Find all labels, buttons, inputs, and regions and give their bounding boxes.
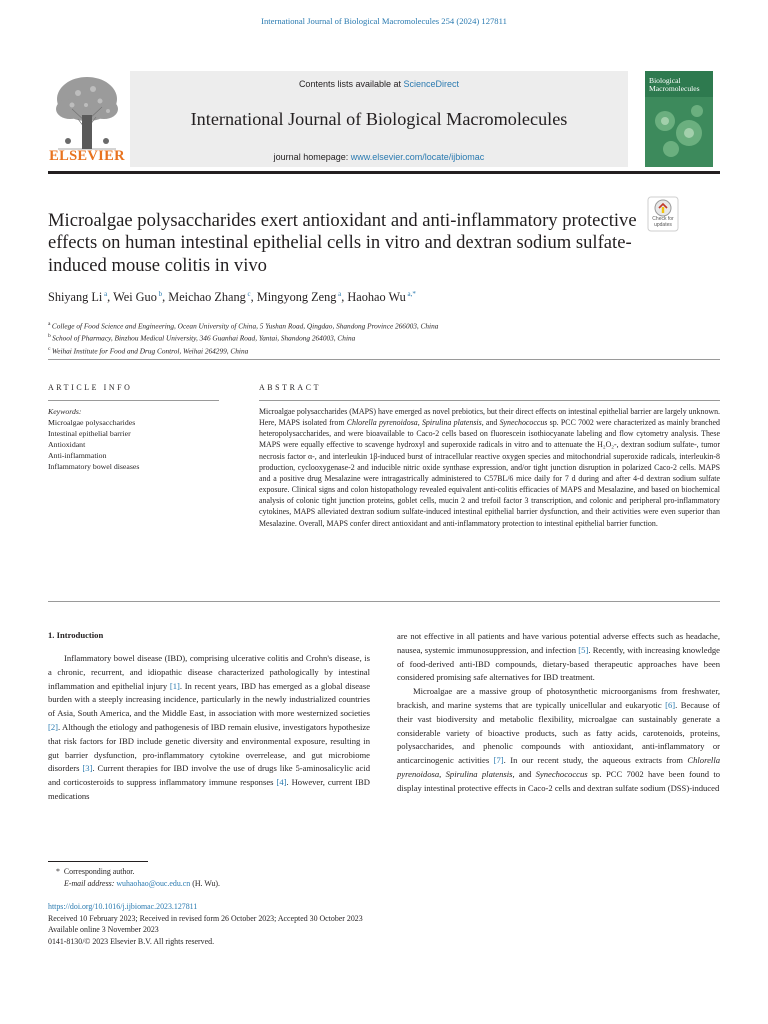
abstract-end-rule xyxy=(48,601,720,602)
corresponding-label: Corresponding author. xyxy=(63,867,135,876)
affiliation-text: Weihai Institute for Food and Drug Control, Weihai 264299, China xyxy=(51,346,249,356)
homepage-prefix: journal homepage: xyxy=(273,152,349,162)
journal-title: International Journal of Biological Macromolecules xyxy=(190,109,568,129)
affiliation-mark: a xyxy=(48,321,52,327)
keywords-list xyxy=(48,417,228,472)
elsevier-tree-icon xyxy=(48,71,126,151)
body-text: are not effective in all patients and have various potential adverse effects such as headache, nausea, systemic immunosuppression, and infection xyxy=(397,631,720,655)
author-name[interactable]: Haohao Wu xyxy=(347,290,406,305)
keywords-label: Keywords: xyxy=(48,407,82,416)
introduction-heading: 1. Introduction xyxy=(48,630,104,640)
abstract-part: Microalgae polysaccharides (MAPS) have emerged as novel prebiotics, but their direct effects on intestinal epithelial barrier are largely unknown. Here, MAPS isolated from xyxy=(259,407,721,428)
check-updates-label: Check for updates xyxy=(652,216,674,228)
article-title: Microalgae polysaccharides exert antioxidant and anti-inflammatory protective effects on human intestinal epithelial cells in vitro and dextran sodium sulfate-induced mouse colitis in vivo xyxy=(48,210,637,276)
author-name[interactable]: Shiyang Li xyxy=(48,290,103,305)
homepage-link[interactable]: www.elsevier.com/locate/ijbiomac xyxy=(350,152,485,162)
keyword-item: Intestinal epithelial barrier xyxy=(48,429,131,439)
body-text: . Current therapies for IBD involve the use of drugs like 5-aminosalicylic acid and corticosteroids to suppress inflammatory immune responses xyxy=(48,763,371,788)
reference-link[interactable]: [3] xyxy=(82,763,93,774)
body-text: . Recently, with increasing knowledge of food-derived anti-IBD compounds, dietary-based therapeutic approaches have been considered promising safe alternatives for IBD treatment. xyxy=(397,644,720,683)
affiliation-item xyxy=(48,344,688,356)
contents-prefix: Contents lists available at xyxy=(298,79,401,89)
author-name[interactable]: Mingyong Zeng xyxy=(256,290,337,305)
cover-title: Biological Macromolecules xyxy=(649,76,700,94)
affiliation-item xyxy=(48,331,688,343)
email-suffix: (H. Wu). xyxy=(192,879,220,888)
author-affiliation-mark[interactable]: a,* xyxy=(405,290,416,298)
reference-link[interactable]: [6] xyxy=(665,699,676,710)
author-name[interactable]: Wei Guo xyxy=(113,290,157,305)
check-for-updates-badge[interactable] xyxy=(647,196,679,232)
body-text: , xyxy=(439,768,446,779)
elsevier-wordmark: ELSEVIER xyxy=(49,148,125,164)
journal-cover-image[interactable] xyxy=(645,71,713,167)
intro-paragraph xyxy=(397,630,720,685)
reference-link[interactable]: [7] xyxy=(493,755,504,766)
species-name: Chlorella pyrenoidosa xyxy=(346,418,418,428)
abstract-part: sp. PCC 7002 were characterized as mainly branched heteropolysaccharides, and were bioavailable to Caco-2 cells based on fluorescein isothiocyanate labeling and flow cytometry analysis. These MAPS were equally effective to scavenge hydroxyl and superoxide radicals in vitro and to attenuate the H₂O₂-, dextran sodium sulfate-, tumor necrosis factor α-, and interleukin 1β-induced burst of intracellular reactive oxygen species and mitochondrial superoxide radicals, interleukin-8 production, cyclooxygenase-2 and inducible nitric oxide synthase expression, and/or tight junction disruption in polarized Caco-2 cells. MAPS and a positive drug Mesalazine were intragastrically administered to C57BL/6 mice daily for 7 d during and after 4-d dextran sodium sulfate exposure. Clinical signs and colon histopathology revealed equivalent anti-colitis efficacies of MAPS and Mesalazine, and based on biochemical analysis of colonic tight junction proteins, goblet cells, mucin 2 and trefoil factor 3 transcription, and colonic and peripheral pro-inflammatory cytokines, MAPS alleviated dextran sodium sulfate-induced intestinal epithelial barrier dysfunction, and their activities were even superior than Mesalazine. Overall, MAPS confer direct antioxidant and anti-inflammatory protection to intestinal epithelial barrier function. xyxy=(259,418,721,528)
reference-link[interactable]: [5] xyxy=(578,644,589,655)
author-email-link[interactable]: wuhaohao@ouc.edu.cn xyxy=(116,879,191,888)
corresponding-author-footnote xyxy=(48,866,448,890)
keywords-block xyxy=(48,406,228,473)
abstract-heading: ABSTRACT xyxy=(259,383,322,392)
body-text: . In our recent study, the aqueous extracts from xyxy=(503,755,688,766)
body-column-right xyxy=(397,630,720,796)
received-dates: Received 10 February 2023; Received in revised form 26 October 2023; Accepted 30 October 2023 xyxy=(48,913,363,923)
body-text: . Although the etiology and pathogenesis of IBD remain elusive, investigators hypothesize that risk factors for IBD include genetic diversity and environmental exposure, resulting in gut barrier dysfunction, pro-inflammatory cytokine overrelease, and gut microbiome disorders xyxy=(48,721,370,774)
journal-citation-link[interactable]: International Journal of Biological Macromolecules 254 (2024) 127811 xyxy=(261,16,507,26)
keyword-item: Microalgae polysaccharides xyxy=(48,418,136,428)
body-text: . Because of their vast biodiversity and metabolic flexibility, microalgae can sustainably generate a considerable variety of bioactive products, such as fatty acids, carotenoids, proteins, polysaccharides, and phenolic compounds with antioxidant, anti-inflammatory or anticarcinogenic activities xyxy=(397,699,720,766)
species-name: Spirulina platensis xyxy=(445,768,513,779)
affiliation-rule xyxy=(48,359,720,360)
body-text: , and xyxy=(512,768,536,779)
author-affiliation-mark[interactable]: b xyxy=(156,290,163,298)
email-line xyxy=(48,878,448,890)
sciencedirect-link[interactable]: ScienceDirect xyxy=(403,79,460,89)
available-online: Available online 3 November 2023 xyxy=(48,925,159,934)
author-name[interactable]: Meichao Zhang xyxy=(168,290,246,305)
body-text: Microalgae are a massive group of photosynthetic microorganisms from freshwater, brackish, and marine systems that are typically unicellular and eukaryotic xyxy=(397,686,720,710)
body-text: sp. PCC 7002 have been found to display intestinal protective effects in Caco-2 cells and dextran sulfate sodium (DSS)-induced xyxy=(397,768,721,793)
body-text: Inflammatory bowel disease (IBD), comprising ulcerative colitis and Crohn's disease, is a chronic, recurrent, and idiopathic disease characterized pathologically by intestinal inflammation and epithelial injury xyxy=(48,653,370,691)
affiliation-item xyxy=(48,319,688,331)
keyword-item: Inflammatory bowel diseases xyxy=(48,462,140,472)
publication-info xyxy=(48,901,648,947)
species-name: Synechococcus xyxy=(535,768,588,779)
footnote-star: * xyxy=(56,867,60,876)
elsevier-logo[interactable] xyxy=(48,71,126,167)
affiliation-mark: b xyxy=(48,333,53,340)
species-name: Synechococcus xyxy=(499,418,548,428)
abstract-text xyxy=(259,406,720,529)
header-rule xyxy=(48,171,720,174)
author-affiliation-mark[interactable]: a xyxy=(336,290,342,298)
copyright: 0141-8130/© 2023 Elsevier B.V. All rights reserved. xyxy=(48,936,215,946)
author-affiliation-mark[interactable]: c xyxy=(245,290,251,298)
doi-link[interactable]: https://doi.org/10.1016/j.ijbiomac.2023.127811 xyxy=(48,902,198,911)
body-column-left xyxy=(48,652,370,804)
abstract-sep: , xyxy=(417,418,420,428)
homepage-line xyxy=(130,152,628,162)
cover-art-icon xyxy=(645,71,713,167)
reference-link[interactable]: [1] xyxy=(169,680,180,691)
intro-paragraph xyxy=(397,685,720,795)
affiliation-text: School of Pharmacy, Binzhou Medical University, 346 Guanhai Road, Yantai, Shandong 264003, China xyxy=(52,333,356,343)
abstract-sep: , and xyxy=(481,418,498,428)
article-info-rule xyxy=(48,400,219,401)
species-name: Chlorella pyrenoidosa xyxy=(397,755,720,779)
author-list: Shiyang Li $^a$, Wei Guo $^b$, Meichao Zhang $^c$, Mingyong Zeng $^a$, Haohao Wu $^{a,*}$ xyxy=(48,290,416,305)
abstract-rule xyxy=(259,400,720,401)
journal-info-box xyxy=(130,71,628,167)
author-affiliation-mark[interactable]: a xyxy=(102,290,108,298)
species-name: Spirulina platensis xyxy=(421,418,482,428)
body-text: . In recent years, IBD has emerged as a global disease burden with a steeply increasing incidence, particularly in the newly industrialized countries of Asia, South America, and the Middle East, in association with more westernized societies xyxy=(48,680,371,719)
journal-header xyxy=(48,71,720,174)
body-text: . However, current IBD medications xyxy=(48,777,370,801)
affiliation-mark: c xyxy=(48,345,52,352)
corresponding-line xyxy=(48,866,448,878)
affiliation-text: College of Food Science and Engineering, Ocean University of China, 5 Yushan Road, Qingdao, Shandong Province 266003, China xyxy=(51,321,439,331)
footnote-rule xyxy=(48,861,148,862)
affiliation-list xyxy=(48,319,688,356)
keyword-item: Anti-inflammation xyxy=(48,451,107,461)
reference-link[interactable]: [4] xyxy=(276,777,287,788)
keyword-item: Antioxidant xyxy=(48,440,86,450)
contents-line xyxy=(130,79,628,89)
article-info-heading: ARTICLE INFO xyxy=(48,383,133,392)
reference-link[interactable]: [2] xyxy=(48,721,59,732)
email-label: E-mail address: xyxy=(64,879,115,888)
intro-paragraph xyxy=(48,652,370,804)
